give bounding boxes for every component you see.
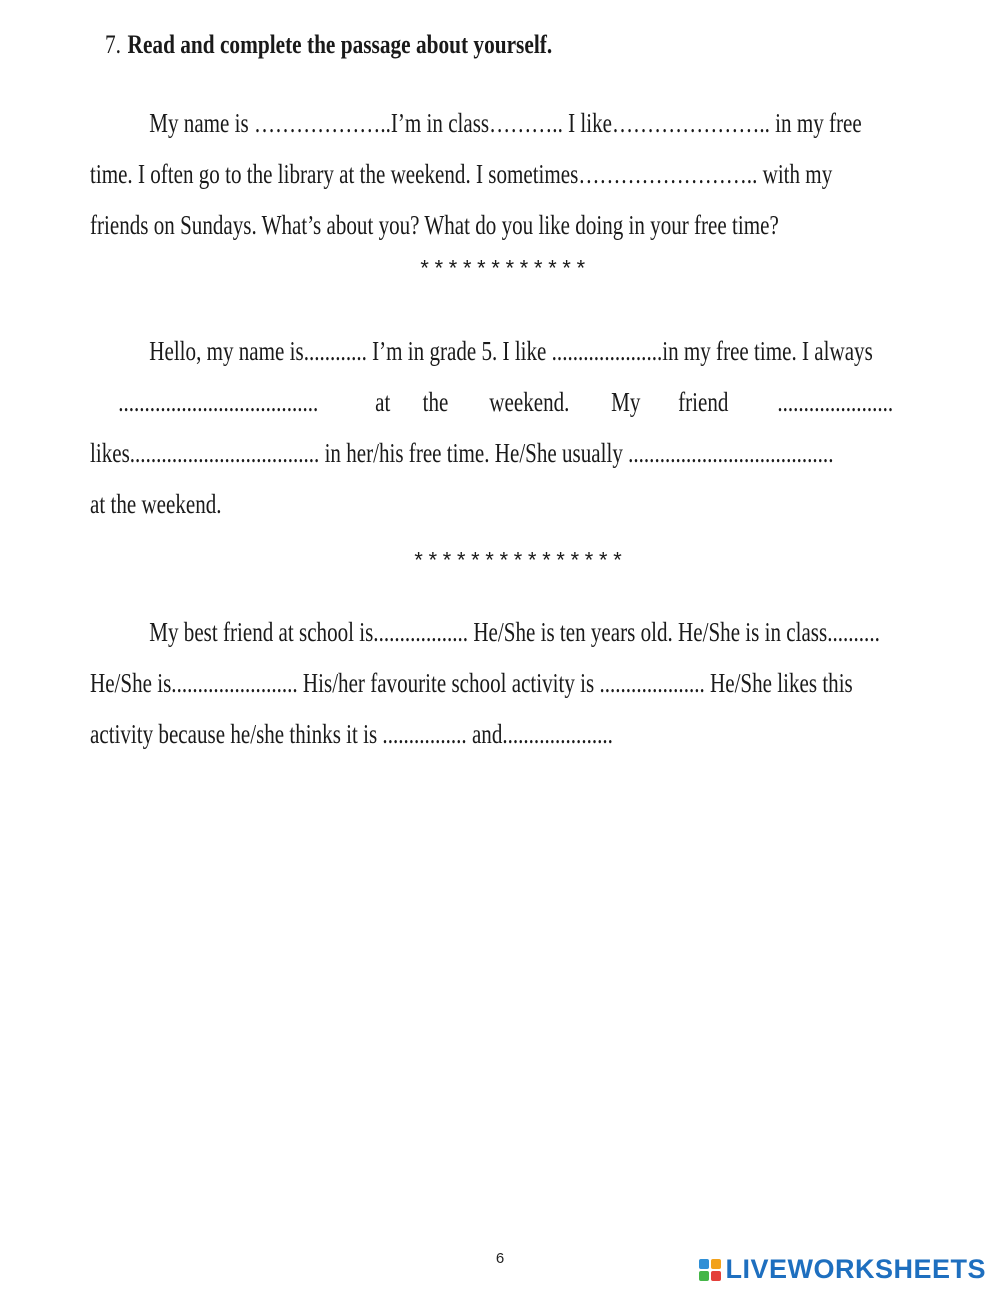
passage2-line-3: likes.................................... in her/his free time. He/She usually .......................................: [90, 438, 834, 468]
exercise-title: [105, 30, 552, 60]
page-number: 6: [495, 1250, 505, 1267]
word-the: the: [422, 387, 448, 417]
blank-always: ......................................: [118, 387, 319, 417]
liveworksheets-logo-icon: [699, 1259, 721, 1281]
passage3-line-1: My best friend at school is.................. He/She is ten years old. He/She is in class..........: [149, 617, 880, 647]
brand-name: LIVEWORKSHEETS: [725, 1254, 986, 1284]
word-friend: friend: [677, 387, 729, 417]
liveworksheets-brand[interactable]: [699, 1254, 986, 1285]
passage-hello: [90, 326, 910, 530]
passage-best-friend: [90, 607, 910, 760]
passage3-line-2: He/She is........................ His/her favourite school activity is .................... He/She likes this: [90, 668, 853, 698]
passage1-line-2: time. I often go to the library at the weekend. I sometimes…………………….. with my: [90, 159, 833, 189]
passage2-line-2: [90, 377, 910, 428]
word-at: at: [374, 387, 391, 417]
passage1-line-3: friends on Sundays. What’s about you? What do you like doing in your free time?: [90, 210, 779, 240]
separator-stars-1: ************: [418, 258, 589, 283]
exercise-number: 7.: [105, 30, 121, 59]
passage1-line-1: My name is ………………..I’m in class……….. I like………………….. in my free: [149, 108, 862, 138]
blank-friend-name: ......................: [777, 387, 894, 417]
passage2-line-1: Hello, my name is............ I’m in grade 5. I like .....................in my free time. I always: [149, 336, 873, 366]
passage3-line-3: activity because he/she thinks it is ................ and.....................: [90, 719, 613, 749]
exercise-instruction: Read and complete the passage about yourself.: [127, 30, 553, 59]
separator-stars-2: ***************: [412, 550, 626, 575]
word-weekend: weekend.: [489, 387, 570, 417]
word-my: My: [611, 387, 641, 417]
passage2-line-4: at the weekend.: [90, 489, 222, 519]
passage-about-yourself: [90, 98, 910, 251]
